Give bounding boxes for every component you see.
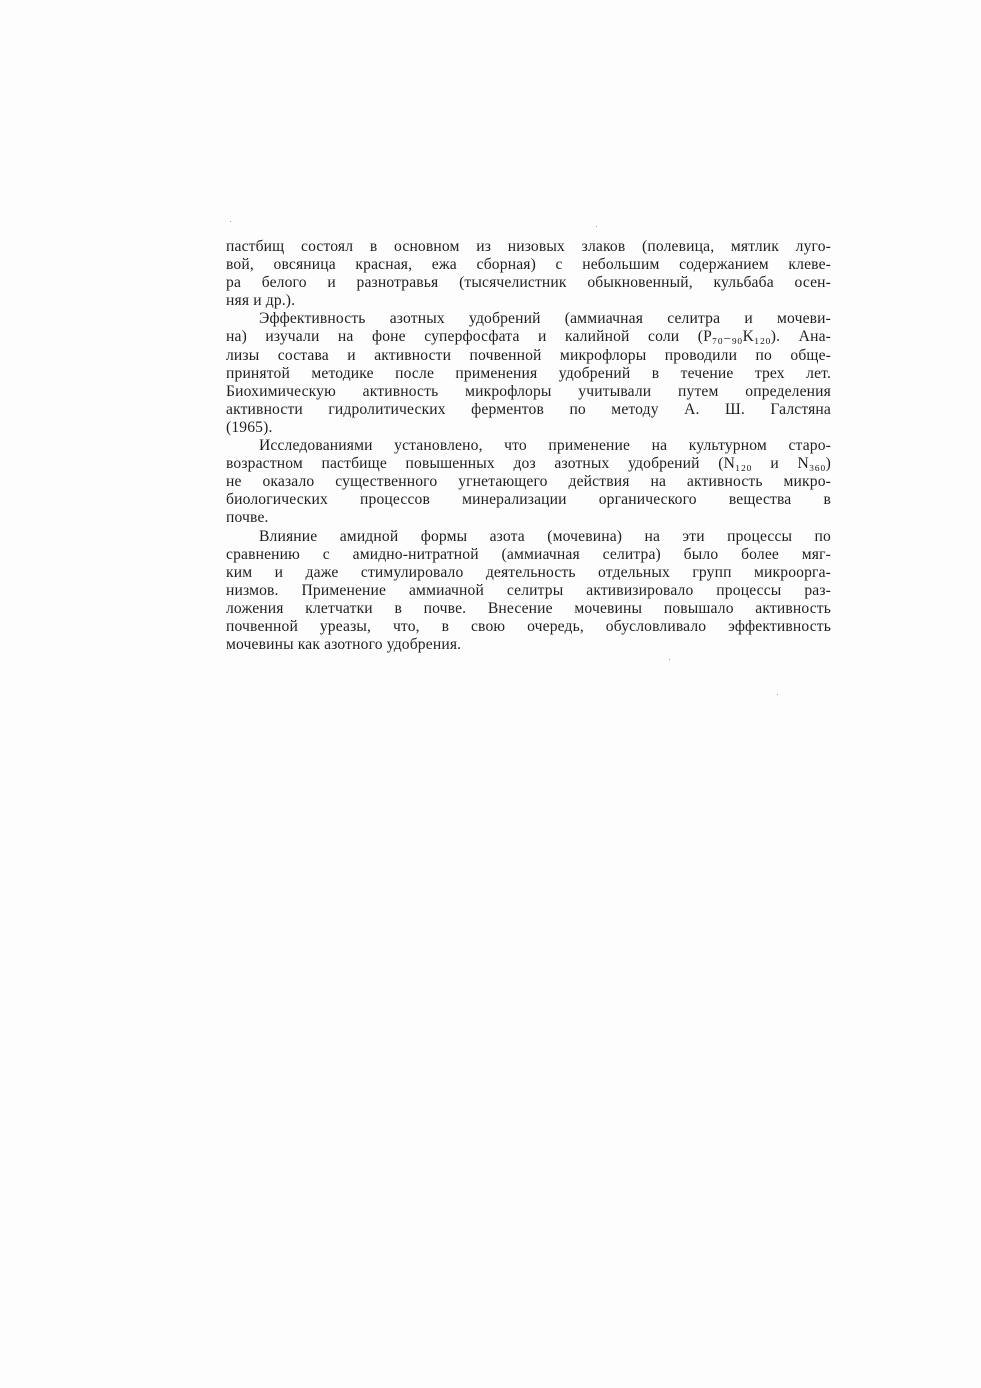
text-line: почве. <box>226 509 269 527</box>
scan-speck <box>777 694 778 695</box>
paragraph-1 <box>226 238 831 310</box>
text-line: Исследованиями установлено, что применение на культурном старо- <box>259 437 831 455</box>
text-line: принятой методике после применения удобрений в течение трех лет. <box>226 364 831 382</box>
text-line: почвенной уреазы, что, в свою очередь, обусловливало эффективность <box>226 617 831 635</box>
text-line: Биохимическую активность микрофлоры учитывали путем определения <box>226 382 831 400</box>
text-line: ложения клетчатки в почве. Внесение мочевины повышало активность <box>226 599 831 617</box>
paragraph-2 <box>226 310 831 437</box>
text-line: лизы состава и активности почвенной микрофлоры проводили по обще- <box>226 346 831 364</box>
text-line: на) изучали на фоне суперфосфата и калийной соли (P₇₀₋₉₀K₁₂₀). Ана- <box>226 328 831 346</box>
text-line: ким и даже стимулировало деятельность отдельных групп микроорга- <box>226 563 831 581</box>
text-line: ра белого и разнотравья (тысячелистник обыкновенный, кульбаба осен- <box>226 274 831 292</box>
text-line: активности гидролитических ферментов по методу А. Ш. Галстяна <box>226 400 831 418</box>
scan-speck <box>669 659 670 660</box>
text-line: (1965). <box>226 418 273 436</box>
paragraph-4 <box>226 528 831 655</box>
scan-speck <box>230 221 231 222</box>
text-line: мочевины как азотного удобрения. <box>226 636 462 654</box>
text-line: возрастном пастбище повышенных доз азотных удобрений (N₁₂₀ и N₃₆₀) <box>226 455 831 473</box>
text-line: няя и др.). <box>226 292 296 310</box>
scan-speck <box>596 226 597 227</box>
body-text <box>226 238 831 654</box>
text-line: вой, овсяница красная, ежа сборная) с небольшим содержанием клеве- <box>226 256 831 274</box>
text-line: сравнению с амидно-нитратной (аммиачная селитра) было более мяг- <box>226 545 831 563</box>
paragraph-3 <box>226 437 831 527</box>
text-line: биологических процессов минерализации органического вещества в <box>226 491 831 509</box>
text-line: пастбищ состоял в основном из низовых злаков (полевица, мятлик луго- <box>226 238 831 255</box>
text-line: не оказало существенного угнетающего действия на активность микро- <box>226 473 831 491</box>
text-line: Влияние амидной формы азота (мочевина) на эти процессы по <box>259 527 831 545</box>
text-line: Эффективность азотных удобрений (аммиачная селитра и мочеви- <box>259 310 831 328</box>
text-line: низмов. Применение аммиачной селитры активизировало процессы раз- <box>226 581 831 599</box>
